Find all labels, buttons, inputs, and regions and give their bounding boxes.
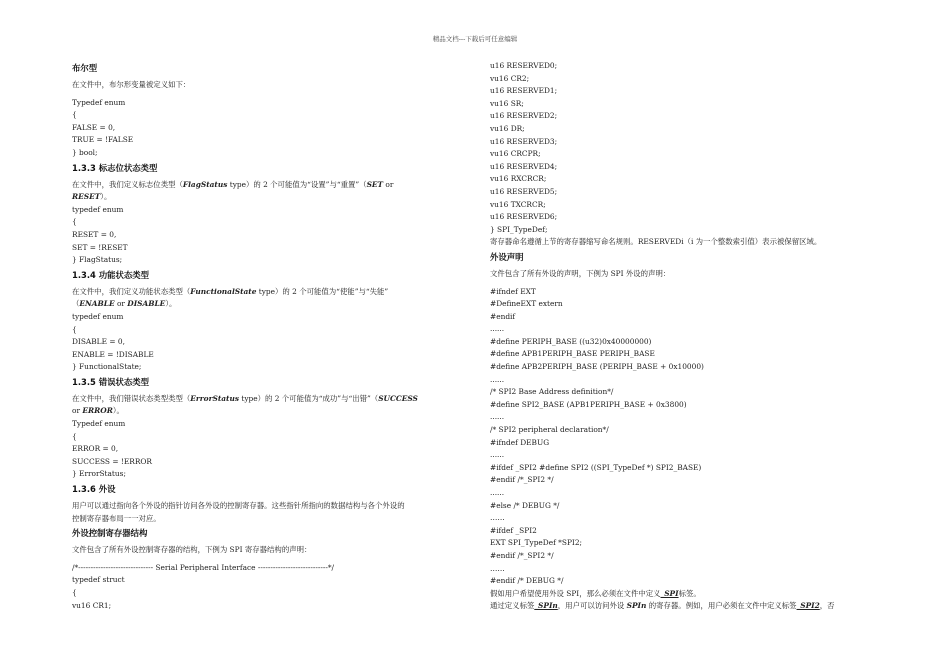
code-line: { [72,324,77,334]
decl-intro: 文件包含了所有外设的声明，下例为 SPI 外设的声明： [490,268,671,278]
code-line: u16 RESERVED4; [490,161,558,171]
code-line: ENABLE = !DISABLE [72,349,154,359]
code-line: vu16 CRCPR; [490,149,541,159]
code-line: } bool; [72,147,98,157]
code-line: ...... [490,488,505,497]
code-line: SET = !RESET [72,242,128,252]
heading-register-struct: 外设控制寄存器结构 [72,528,148,539]
code-line: Typedef enum [72,419,126,429]
code-line: #define APB2PERIPH_BASE (PERIPH_BASE + 0x10000) [490,362,704,372]
code-line: SUCCESS = !ERROR [72,456,153,466]
code-line: { [72,431,77,441]
code-line: typedef enum [72,204,124,214]
code-line: RESET = 0, [72,229,117,239]
heading-flag-status: 1.3.3 标志位状态类型 [72,162,158,173]
code-line: FALSE = 0, [72,122,116,132]
code-line: vu16 SR; [490,98,524,108]
code-line: #ifndef DEBUG [490,437,550,447]
code-line: } SPI_TypeDef; [490,224,548,234]
closing-paragraph-line: 通过定义标签_SPIn，用户可以访问外设 SPIn 的寄存器。例如，用户必须在文件中定义标签_SPI2，否 [490,601,835,611]
code-line: #DefineEXT extern [490,299,563,309]
code-line: } FlagStatus; [72,255,123,265]
left-column [72,60,450,612]
code-line: #define APB1PERIPH_BASE PERIPH_BASE [490,349,655,359]
watermark: 精品文档---下载后可任意编辑 [432,35,518,43]
code-line: } ErrorStatus; [72,469,126,479]
code-line: { [72,588,77,597]
code-line: ...... [490,374,505,384]
code-line: Typedef enum [72,97,126,107]
code-line: u16 RESERVED3; [490,136,558,146]
reg-intro: 文件包含了所有外设控制寄存器的结构，下例为 SPI 寄存器结构的声明： [72,545,312,555]
code-line: #endif /* DEBUG */ [490,576,564,586]
bool-intro: 在文件中，布尔形变量被定义如下： [72,80,191,89]
code-line: u16 RESERVED2; [490,111,558,121]
code-line: ...... [490,450,505,460]
flag-paragraph: 在文件中，我们定义标志位类型（FlagStatus type）的 2 个可能值为“设置”与“重置”（SET or RESET）。 [72,179,394,202]
code-line: vu16 CR1; [72,600,112,610]
code-line: u16 RESERVED0; [490,61,558,70]
code-line: #endif /*_SPI2 */ [490,475,554,485]
code-line: /*------------------------------ Serial Peripheral Interface ----------------------------*/ [72,562,334,572]
code-line: ...... [490,412,505,422]
code-line: vu16 TXCRCR; [490,199,546,209]
right-column [490,60,878,613]
code-line: ERROR = 0, [72,444,119,454]
code-line: DISABLE = 0, [72,337,125,347]
code-line: typedef enum [72,311,124,321]
code-line: vu16 DR; [490,123,525,133]
code-line: …… [490,563,505,573]
heading-peripheral-declaration: 外设声明 [490,251,524,262]
code-line: …… [490,513,505,523]
code-line: #ifdef _SPI2 [490,525,537,535]
code-line: { [72,217,77,227]
code-line: #else /* DEBUG */ [490,500,560,510]
code-line: { [72,110,77,120]
code-line: #endif [490,311,516,321]
heading-error-status: 1.3.5 错误状态类型 [72,376,150,387]
periph-paragraph-line: 控制寄存器布局一一对应。 [72,513,161,523]
func-paragraph: 在文件中，我们定义功能状态类型（FunctionalState type）的 2 个可能值为“使能”与“失能” （ENABLE or DISABLE）。 [72,286,389,309]
code-line: } FunctionalState; [72,362,142,372]
code-line: #define PERIPH_BASE ((u32)0x40000000) [490,336,652,346]
code-line: ...... [490,324,505,334]
heading-functional-state: 1.3.4 功能状态类型 [72,269,150,280]
code-line: EXT SPI_TypeDef *SPI2; [490,538,583,548]
code-line: u16 RESERVED5; [490,186,558,196]
closing-paragraph-line: 假如用户希望使用外设 SPI，那么必须在文件中定义_SPI标签。 [490,588,701,598]
code-line: #define SPI2_BASE (APB1PERIPH_BASE + 0x3800) [490,399,687,409]
code-line: TRUE = !FALSE [72,135,134,145]
code-line: vu16 RXCRCR; [490,174,547,184]
code-line: vu16 CR2; [490,73,530,83]
periph-paragraph-line: 用户可以通过指向各个外设的指针访问各外设的控制寄存器。这些指针所指向的数据结构与各个外设的 [72,501,405,511]
heading-bool: 布尔型 [72,63,98,73]
code-line: /* SPI2 peripheral declaration*/ [490,425,609,435]
code-line: #ifdef _SPI2 #define SPI2 ((SPI_TypeDef *) SPI2_BASE) [490,462,702,472]
code-line: #ifndef EXT [490,286,536,296]
code-line: typedef struct [72,575,125,585]
struct-note: 寄存器命名遵循上节的寄存器缩写命名规则。RESERVEDi（i 为一个整数索引值）表示被保留区域。 [490,237,822,247]
code-line: #endif /*_SPI2 */ [490,550,554,560]
code-line: /* SPI2 Base Address definition*/ [490,387,614,397]
heading-peripheral: 1.3.6 外设 [72,484,116,495]
code-line: u16 RESERVED1; [490,86,558,96]
err-paragraph: 在文件中，我们错误状态类型类型（ErrorStatus type）的 2 个可能值为“成功”与“出错”（SUCCESS or ERROR）。 [72,393,418,416]
code-line: u16 RESERVED6; [490,212,558,222]
